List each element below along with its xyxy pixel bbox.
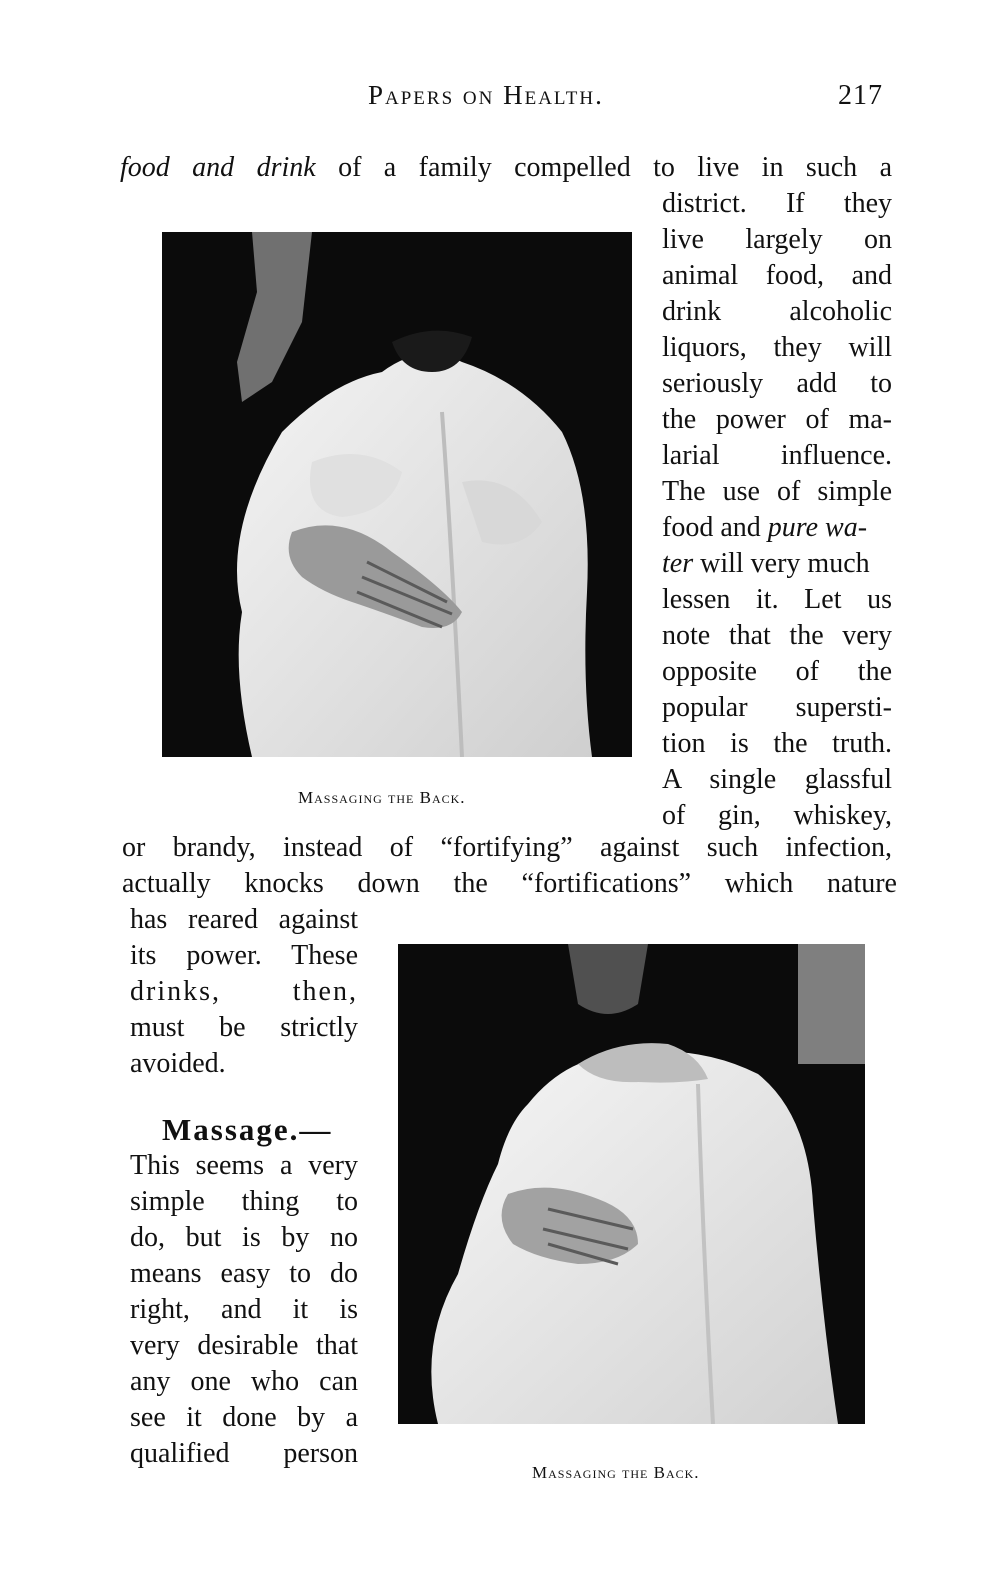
photo-illustration [398,944,865,1424]
text-line: the power of ma- [662,404,892,435]
text-line: tion is the truth. [662,728,892,759]
italic-phrase: ter [662,548,694,579]
text-segment: will very much [693,548,870,579]
text-line [120,150,892,186]
text-line: popular supersti- [662,692,892,723]
text-line: or brandy, instead of “fortifying” against such infection, [122,832,892,863]
text-line: very desirable that [130,1330,358,1361]
text-line: A single glassful [662,764,892,795]
italic-phrase: pure wa- [767,512,868,543]
text-line: liquors, they will [662,332,892,363]
text-line: animal food, and [662,260,892,291]
section-heading-massage: Massage.— [162,1112,333,1147]
text-segment: food and [662,512,768,543]
figure-caption: Massaging the Back. [532,1463,700,1482]
text-line: actually knocks down the “fortifications” which nature [122,868,897,899]
figure-caption: Massaging the Back. [298,788,466,807]
text-line: simple thing to [130,1186,358,1217]
text-line: live largely on [662,224,892,255]
text-line: has reared against [130,904,358,935]
text-line: larial influence. [662,440,892,471]
text-line [662,510,892,546]
text-line: do, but is by no [130,1222,358,1253]
text-line: right, and it is [130,1294,358,1325]
italic-phrase: food and drink [120,152,316,183]
text-line: means easy to do [130,1258,358,1289]
text-line: This seems a very [130,1150,358,1181]
text-line: drinks, then, [130,976,358,1007]
text-line: lessen it. Let us [662,584,892,615]
text-line-rest: of a family compelled to live in such a [315,152,893,183]
text-line: note that the very [662,620,892,651]
text-line: drink alcoholic [662,296,892,327]
text-line: must be strictly [130,1012,358,1043]
text-line [662,546,892,582]
text-line: of gin, whiskey, [662,800,892,831]
text-line: The use of simple [662,476,892,507]
text-line: avoided. [130,1048,226,1079]
text-line: seriously add to [662,368,892,399]
text-line: any one who can [130,1366,358,1397]
photo-illustration [162,232,632,757]
text-line: qualified person [130,1438,358,1469]
text-line: district. If they [662,188,892,219]
text-line: opposite of the [662,656,892,687]
running-header: Papers on Health. [368,80,604,110]
text-line: its power. These [130,940,358,971]
photo-massaging-back-1 [162,232,632,757]
photo-massaging-back-2 [398,944,865,1424]
page-number: 217 [838,80,883,111]
text-line: see it done by a [130,1402,358,1433]
